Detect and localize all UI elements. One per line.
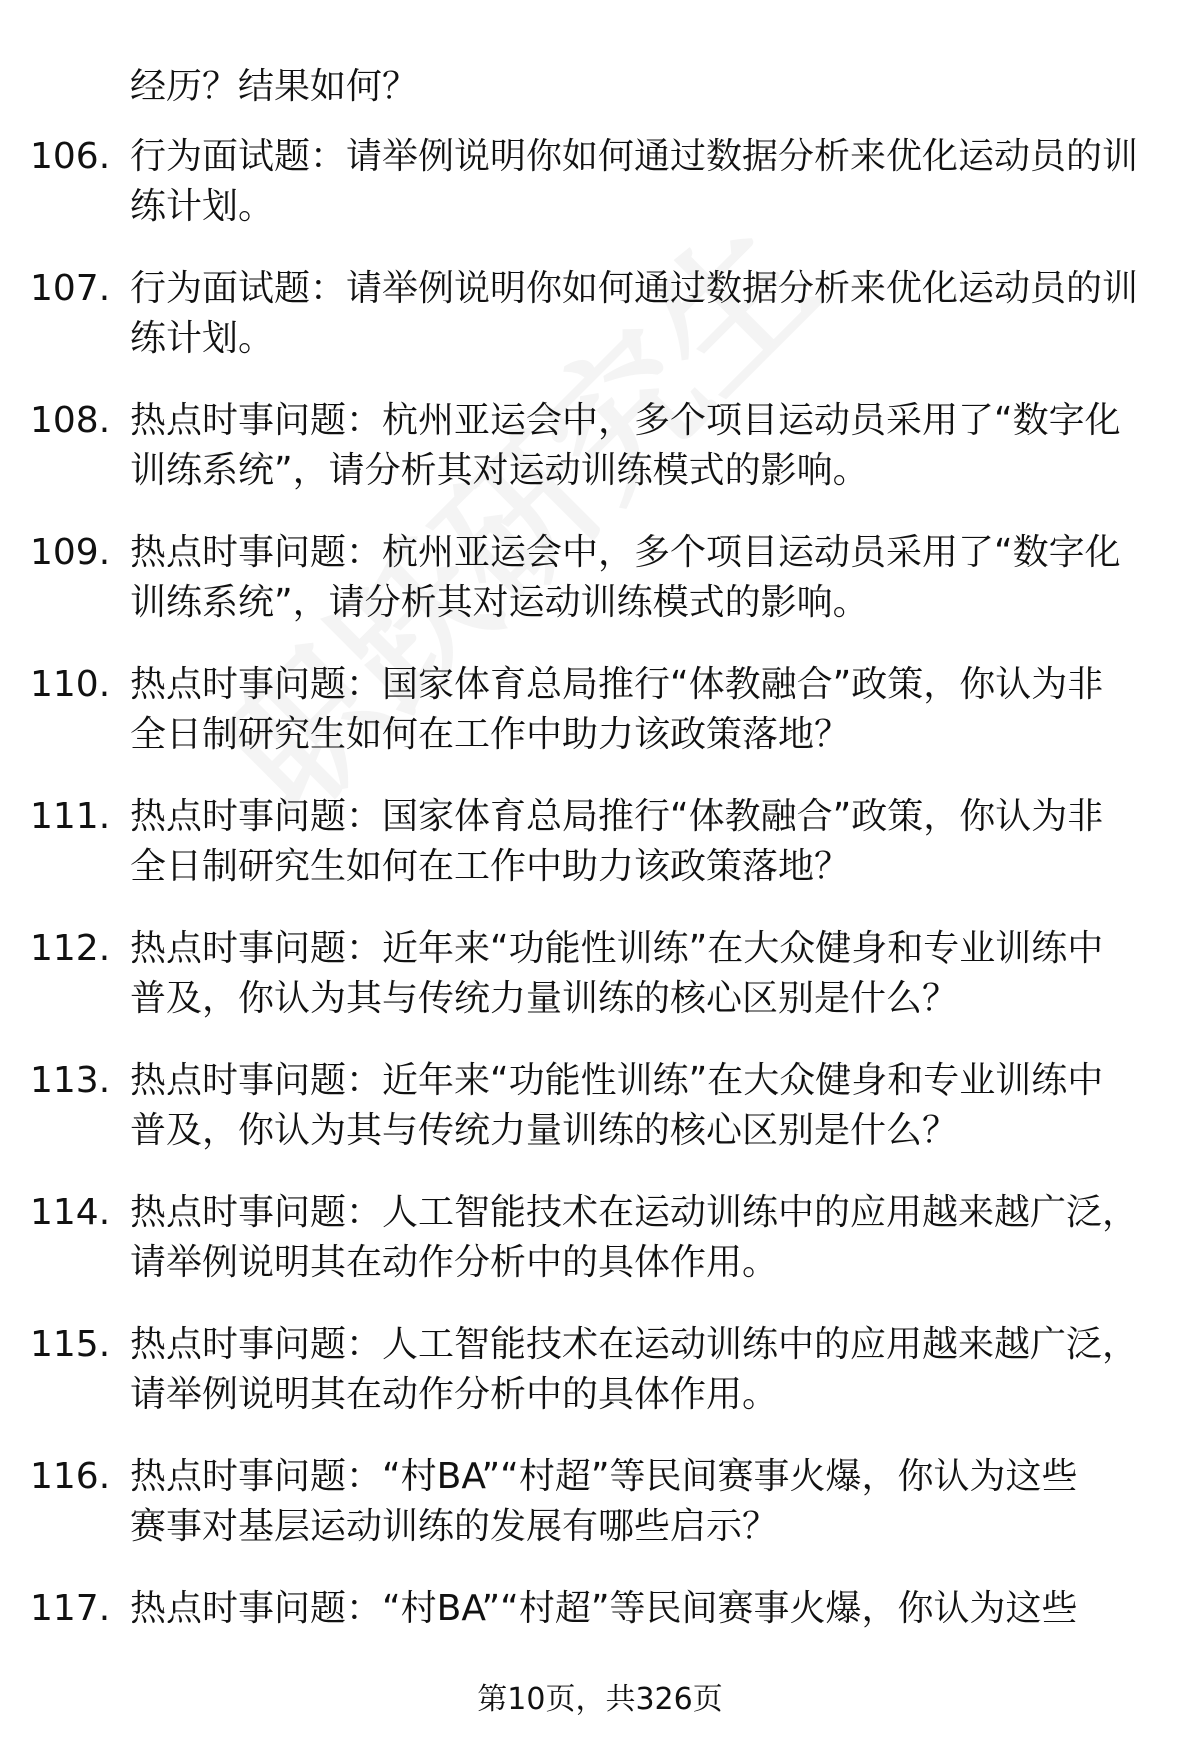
question-text: 热点时事问题：近年来“功能性训练”在大众健身和专业训练中 普及，你认为其与传统力量训练的核心区别是什么？ (130, 1060, 1104, 1151)
question-text: 热点时事问题：人工智能技术在运动训练中的应用越来越广泛， 请举例说明其在动作分析中的具体作用。 (130, 1192, 1139, 1283)
question-number: 111. (30, 796, 111, 837)
question-number: 112. (30, 928, 111, 969)
question-text: 热点时事问题：人工智能技术在运动训练中的应用越来越广泛， 请举例说明其在动作分析中的具体作用。 (130, 1324, 1139, 1415)
question-text: 热点时事问题：近年来“功能性训练”在大众健身和专业训练中 普及，你认为其与传统力量训练的核心区别是什么？ (130, 928, 1104, 1019)
question-number: 107. (30, 268, 111, 309)
question-number: 109. (30, 532, 111, 573)
question-text: 行为面试题：请举例说明你如何通过数据分析来优化运动员的训 练计划。 (130, 136, 1139, 227)
question-number: 117. (30, 1588, 111, 1629)
question-text: 热点时事问题：国家体育总局推行“体教融合”政策，你认为非 全日制研究生如何在工作中助力该政策落地？ (130, 664, 1104, 755)
question-text: 热点时事问题：“村BA”“村超”等民间赛事火爆，你认为这些 赛事对基层运动训练的发展有哪些启示？ (130, 1456, 1078, 1547)
question-number: 115. (30, 1324, 111, 1365)
continued-question-text: 经历？结果如何？ (130, 66, 419, 107)
question-text: 热点时事问题：杭州亚运会中，多个项目运动员采用了“数字化 训练系统”，请分析其对运动训练模式的影响。 (130, 532, 1121, 623)
question-text: 热点时事问题：国家体育总局推行“体教融合”政策，你认为非 全日制研究生如何在工作中助力该政策落地？ (130, 796, 1104, 887)
question-number: 114. (30, 1192, 111, 1233)
question-text: 热点时事问题：“村BA”“村超”等民间赛事火爆，你认为这些 (130, 1588, 1078, 1629)
question-text: 热点时事问题：杭州亚运会中，多个项目运动员采用了“数字化 训练系统”，请分析其对运动训练模式的影响。 (130, 400, 1121, 491)
question-text: 行为面试题：请举例说明你如何通过数据分析来优化运动员的训 练计划。 (130, 268, 1139, 359)
question-number: 116. (30, 1456, 111, 1497)
page-footer: 第10页，共326页 (477, 1682, 723, 1717)
question-number: 108. (30, 400, 111, 441)
question-number: 106. (30, 136, 111, 177)
question-number: 113. (30, 1060, 111, 1101)
question-number: 110. (30, 664, 111, 705)
